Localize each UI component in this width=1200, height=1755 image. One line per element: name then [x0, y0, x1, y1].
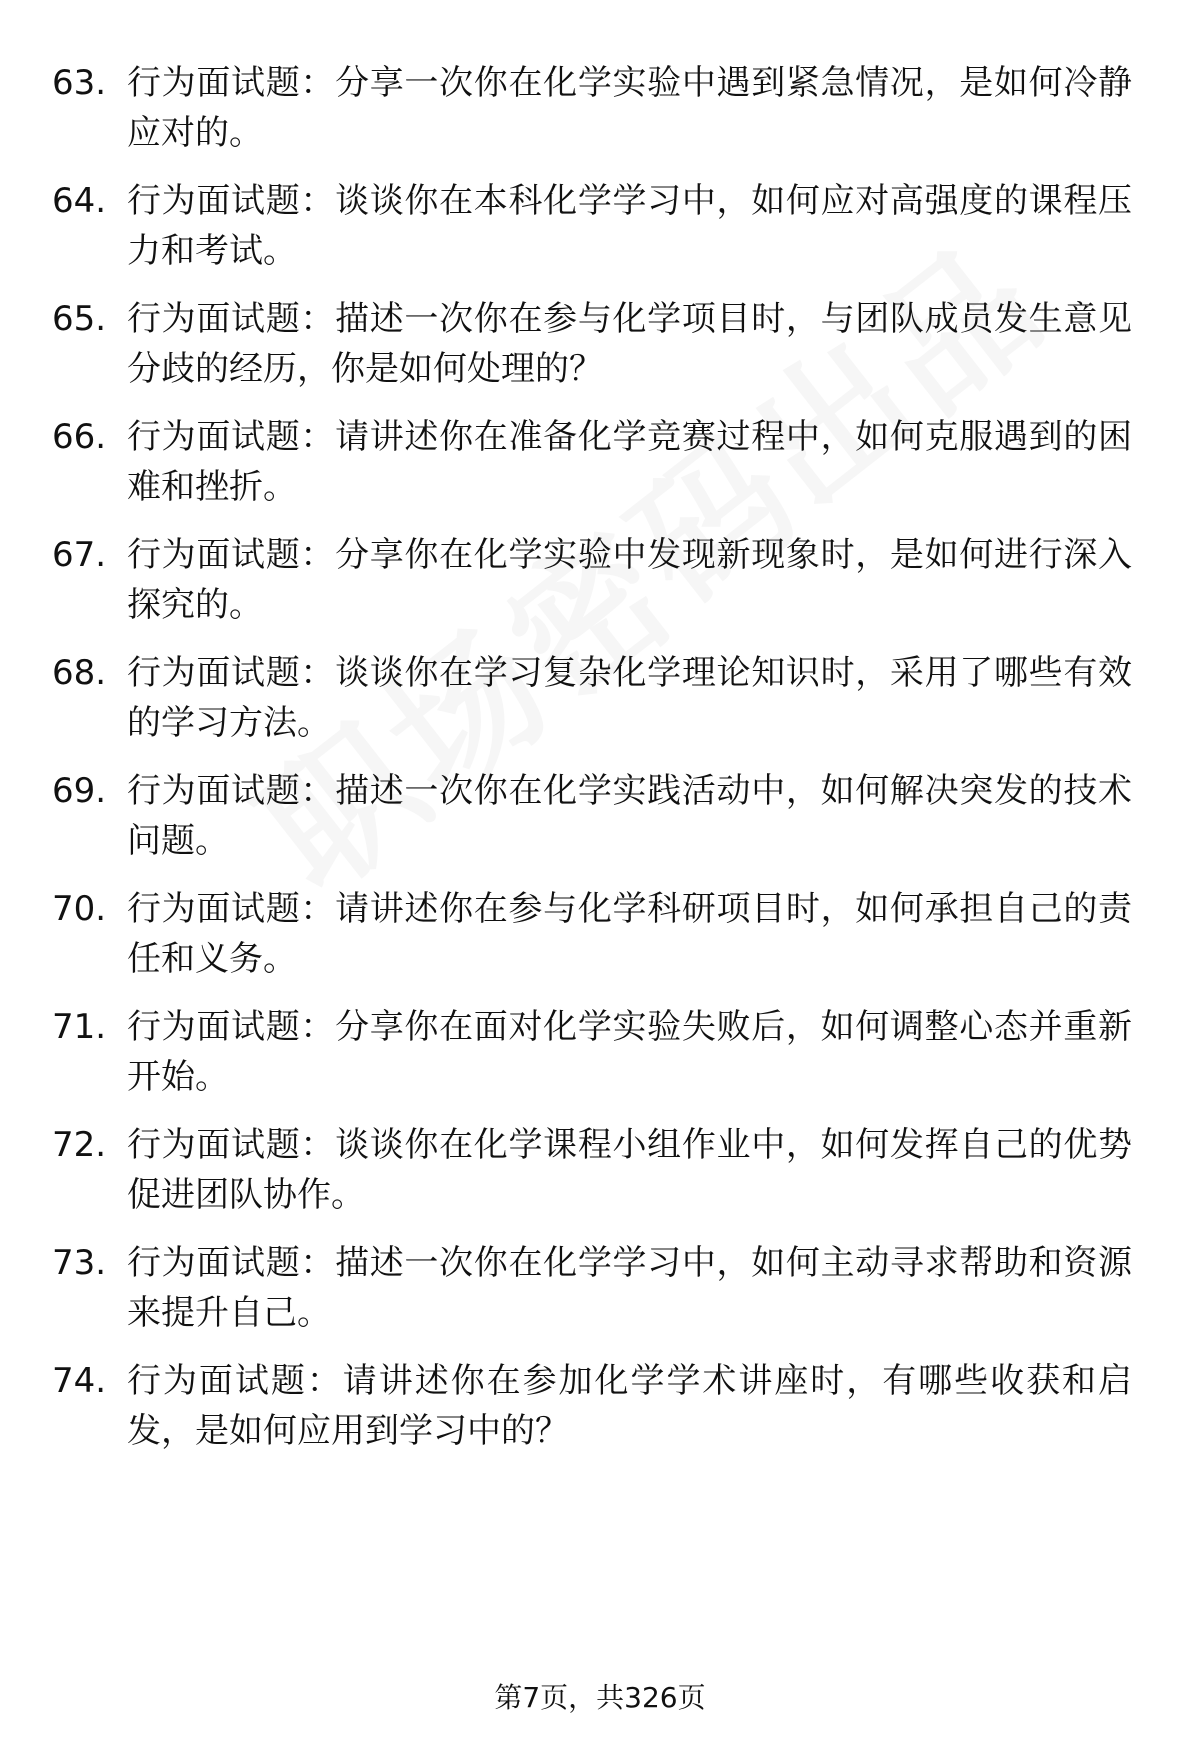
- question-item: [52, 1356, 1152, 1474]
- question-number: 71.: [52, 1007, 107, 1047]
- question-text: 行为面试题：谈谈你在本科化学学习中，如何应对高强度的课程压力和考试。: [127, 181, 1132, 271]
- question-item: [52, 530, 1152, 648]
- question-text: 行为面试题：请讲述你在参与化学科研项目时，如何承担自己的责任和义务。: [127, 889, 1132, 979]
- question-text: 行为面试题：分享一次你在化学实验中遇到紧急情况，是如何冷静应对的。: [127, 63, 1132, 153]
- question-text: 行为面试题：描述一次你在参与化学项目时，与团队成员发生意见分歧的经历，你是如何处理的？: [127, 299, 1132, 389]
- question-item: [52, 884, 1152, 1002]
- question-item: [52, 1238, 1152, 1356]
- question-number: 72.: [52, 1125, 107, 1165]
- question-number: 70.: [52, 889, 107, 929]
- question-item: [52, 1120, 1152, 1238]
- question-number: 66.: [52, 417, 107, 457]
- question-number: 69.: [52, 771, 107, 811]
- question-text: 行为面试题：谈谈你在学习复杂化学理论知识时，采用了哪些有效的学习方法。: [127, 653, 1132, 743]
- question-item: [52, 1002, 1152, 1120]
- question-list: [52, 58, 1152, 1474]
- question-number: 73.: [52, 1243, 107, 1283]
- question-number: 68.: [52, 653, 107, 693]
- question-item: [52, 648, 1152, 766]
- question-text: 行为面试题：分享你在面对化学实验失败后，如何调整心态并重新开始。: [127, 1007, 1132, 1097]
- question-item: [52, 412, 1152, 530]
- question-text: 行为面试题：谈谈你在化学课程小组作业中，如何发挥自己的优势促进团队协作。: [127, 1125, 1132, 1215]
- question-number: 65.: [52, 299, 107, 339]
- question-number: 63.: [52, 63, 107, 103]
- question-item: [52, 176, 1152, 294]
- question-number: 64.: [52, 181, 107, 221]
- question-item: [52, 766, 1152, 884]
- question-item: [52, 294, 1152, 412]
- question-number: 67.: [52, 535, 107, 575]
- question-number: 74.: [52, 1361, 107, 1401]
- question-text: 行为面试题：请讲述你在准备化学竞赛过程中，如何克服遇到的困难和挫折。: [127, 417, 1132, 507]
- question-text: 行为面试题：描述一次你在化学实践活动中，如何解决突发的技术问题。: [127, 771, 1132, 861]
- question-text: 行为面试题：描述一次你在化学学习中，如何主动寻求帮助和资源来提升自己。: [127, 1243, 1132, 1333]
- question-text: 行为面试题：分享你在化学实验中发现新现象时，是如何进行深入探究的。: [127, 535, 1132, 625]
- question-text: 行为面试题：请讲述你在参加化学学术讲座时，有哪些收获和启发，是如何应用到学习中的？: [127, 1361, 1132, 1451]
- question-item: [52, 58, 1152, 176]
- page-number: 第7页，共326页: [494, 1681, 706, 1714]
